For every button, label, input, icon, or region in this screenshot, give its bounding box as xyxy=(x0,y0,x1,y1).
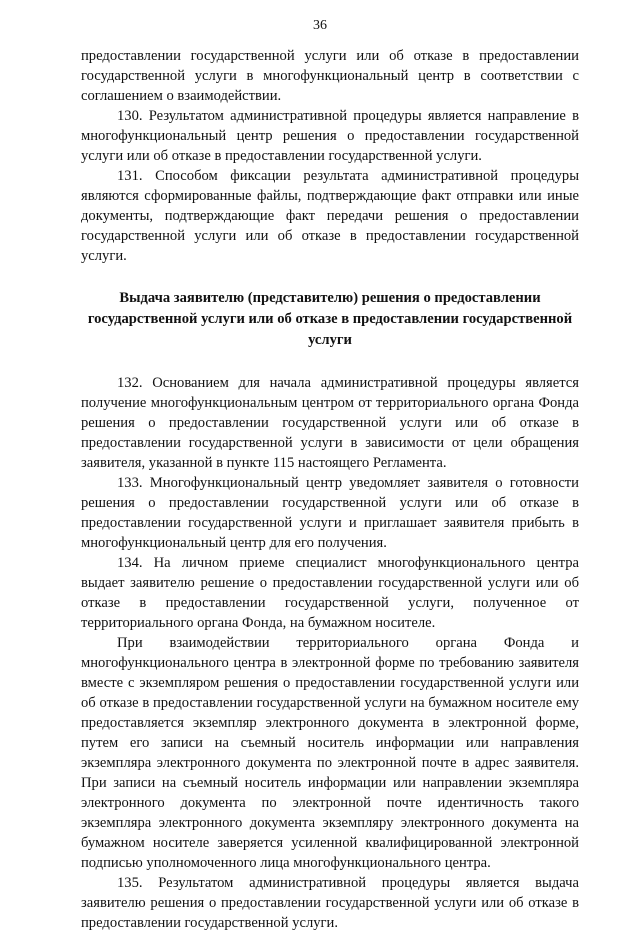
paragraph-continued: предоставлении государственной услуги или об отказе в предоставлении государственной услуги в многофункциональный центр в соответствии с соглашением о взаимодействии. xyxy=(81,48,579,104)
document-body xyxy=(81,46,579,933)
page-number: 36 xyxy=(313,18,327,33)
paragraph-132: 132. Основанием для начала административной процедуры является получение многофункциональным центром от территориального органа Фонда решения о предоставлении государственной услуги или об отказе в предоставлении государственной услуги в зависимости от цели обращения заявителя, указанной в пункте 115 настоящего Регламента. xyxy=(81,375,579,471)
paragraph-interaction: При взаимодействии территориального органа Фонда и многофункционального центра в электронной форме по требованию заявителя вместе с экземпляром решения о предоставлении государственной услуги или об отказе в предоставлении государственной услуги на бумажном носителе ему предоставляется экземпляр электронного документа в электронной форме, путем его записи на съемный носитель информации или направления экземпляра электронного документа по электронной почте в адрес заявителя. При записи на съемный носитель информации или направлении экземпляра электронного документа по электронной почте идентичность такого экземпляра электронного документа экземпляру электронного документа на бумажном носителе заверяется усиленной квалифицированной электронной подписью уполномоченного лица многофункционального центра. xyxy=(81,635,579,871)
paragraph-131: 131. Способом фиксации результата административной процедуры являются сформированные файлы, подтверждающие факт отправки или иные документы, подтверждающие факт передачи решения о предоставлении государственной услуги или об отказе в предоставлении государственной услуги. xyxy=(81,168,579,264)
paragraph-134: 134. На личном приеме специалист многофункционального центра выдает заявителю решение о предоставлении государственной услуги или об отказе в предоставлении государственной услуги, полученное от территориального органа Фонда, на бумажном носителе. xyxy=(81,555,579,631)
section-heading: Выдача заявителю (представителю) решения о предоставлении государственной услуги или об отказе в предоставлении государственной услуги xyxy=(87,290,573,348)
paragraph-130: 130. Результатом административной процедуры является направление в многофункциональный центр решения о предоставлении государственной услуги или об отказе в предоставлении государственной услуги. xyxy=(81,108,579,164)
paragraph-133: 133. Многофункциональный центр уведомляет заявителя о готовности решения о предоставлении государственной услуги или об отказе в предоставлении государственной услуги и приглашает заявителя прибыть в многофункциональный центр для его получения. xyxy=(81,475,579,551)
paragraph-135: 135. Результатом административной процедуры является выдача заявителю решения о предоставлении государственной услуги или об отказе в предоставлении государственной услуги. xyxy=(81,875,579,931)
